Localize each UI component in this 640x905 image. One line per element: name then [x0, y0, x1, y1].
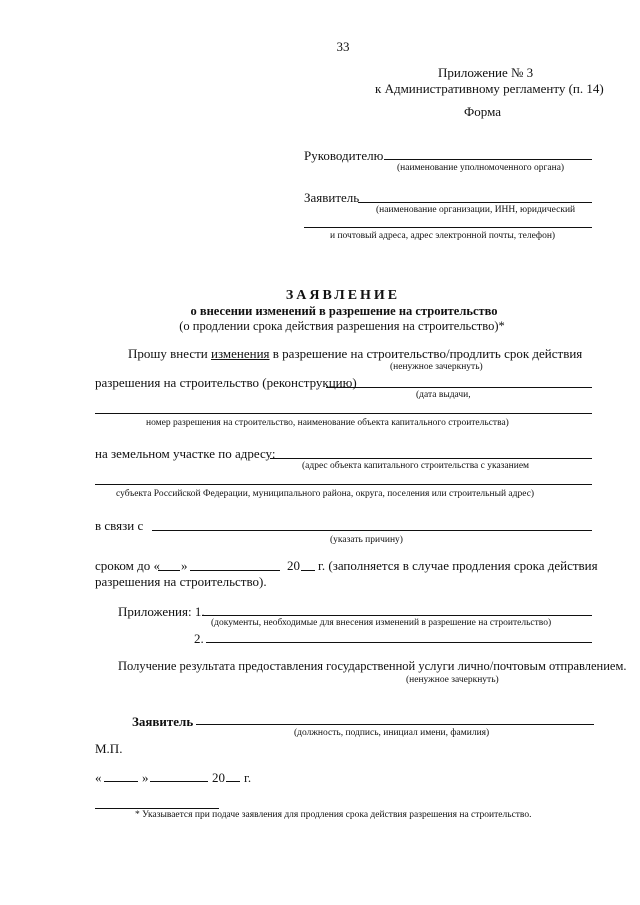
- signature-field-line[interactable]: [196, 724, 594, 725]
- term-month-field[interactable]: [190, 570, 280, 571]
- term-day-field[interactable]: [158, 570, 180, 571]
- date-close-quote: »: [142, 770, 149, 785]
- permit-field-line-2[interactable]: [95, 413, 592, 414]
- applicant-hint-1: (наименование организации, ИНН, юридический: [376, 205, 576, 215]
- footnote-separator: [95, 808, 219, 809]
- term-prefix: сроком до «: [95, 558, 161, 573]
- page-number: 33: [336, 39, 350, 54]
- date-suffix: г.: [244, 770, 252, 785]
- request-prefix: Прошу внести: [128, 346, 211, 361]
- land-field-line-2[interactable]: [95, 484, 592, 485]
- date-open-quote: «: [95, 770, 102, 785]
- attachment-2-field-line[interactable]: [206, 642, 592, 643]
- stamp-label: М.П.: [95, 741, 123, 756]
- term-suffix: г. (заполняется в случае продления срока действия: [318, 558, 598, 573]
- permit-label: разрешения на строительство (реконструкцию): [95, 375, 357, 390]
- request-hint: (ненужное зачеркнуть): [390, 362, 483, 372]
- form-label: Форма: [464, 104, 501, 119]
- attachments-label: Приложения: 1.: [118, 604, 205, 619]
- date-day-field[interactable]: [104, 781, 138, 782]
- head-field-line[interactable]: [384, 159, 592, 160]
- title-line-1: о внесении изменений в разрешение на строительство: [190, 304, 498, 318]
- applicant-hint-2: и почтовый адреса, адрес электронной почты, телефон): [330, 231, 556, 241]
- attachment-2-label: 2.: [194, 631, 204, 646]
- appendix-label: Приложение № 3: [438, 65, 534, 80]
- term-year-prefix: 20: [287, 558, 300, 573]
- permit-hint-2: номер разрешения на строительство, наименование объекта капитального строительства): [146, 418, 509, 428]
- request-line: [128, 347, 582, 360]
- applicant-field-line-2[interactable]: [304, 227, 592, 228]
- term-year-field[interactable]: [301, 570, 315, 571]
- date-year-prefix: 20: [212, 770, 225, 785]
- regulation-reference: к Административному регламенту (п. 14): [375, 81, 604, 96]
- title-line-2: (о продлении срока действия разрешения на строительство)*: [179, 319, 505, 333]
- land-hint-1: (адрес объекта капитального строительства с указанием: [302, 461, 530, 471]
- land-hint-2: субъекта Российской Федерации, муниципального района, округа, поселения или строительный адрес): [116, 489, 535, 499]
- signature-hint: (должность, подпись, инициал имени, фамилия): [294, 728, 490, 738]
- request-underlined-word: изменения: [211, 346, 270, 361]
- attachments-hint: (документы, необходимые для внесения изменений в разрешение на строительство): [211, 618, 552, 628]
- term-line-2: разрешения на строительство).: [95, 574, 267, 589]
- applicant-label: Заявитель: [304, 190, 360, 205]
- request-suffix: в разрешение на строительство/продлить срок действия: [269, 346, 583, 361]
- attachment-1-field-line[interactable]: [202, 615, 592, 616]
- term-mid: »: [181, 558, 188, 573]
- reason-hint: (указать причину): [330, 535, 403, 545]
- footnote-text: * Указывается при подаче заявления для продления срока действия разрешения на строительство.: [135, 810, 532, 820]
- reason-label: в связи с: [95, 518, 144, 533]
- permit-hint-1: (дата выдачи,: [416, 390, 471, 400]
- date-month-field[interactable]: [150, 781, 208, 782]
- head-label: Руководителю: [304, 148, 384, 163]
- result-text: Получение результата предоставления государственной услуги лично/почтовым отправлением.: [118, 659, 627, 673]
- head-hint: (наименование уполномоченного органа): [397, 163, 565, 173]
- document-title: ЗАЯВЛЕНИЕ: [285, 288, 401, 303]
- permit-field-line[interactable]: [326, 387, 592, 388]
- date-year-field[interactable]: [226, 781, 240, 782]
- signature-applicant-label: Заявитель: [132, 714, 194, 729]
- reason-field-line[interactable]: [152, 530, 592, 531]
- land-field-line[interactable]: [270, 458, 592, 459]
- applicant-field-line[interactable]: [358, 202, 592, 203]
- land-label: на земельном участке по адресу:: [95, 446, 276, 461]
- result-hint: (ненужное зачеркнуть): [406, 675, 499, 685]
